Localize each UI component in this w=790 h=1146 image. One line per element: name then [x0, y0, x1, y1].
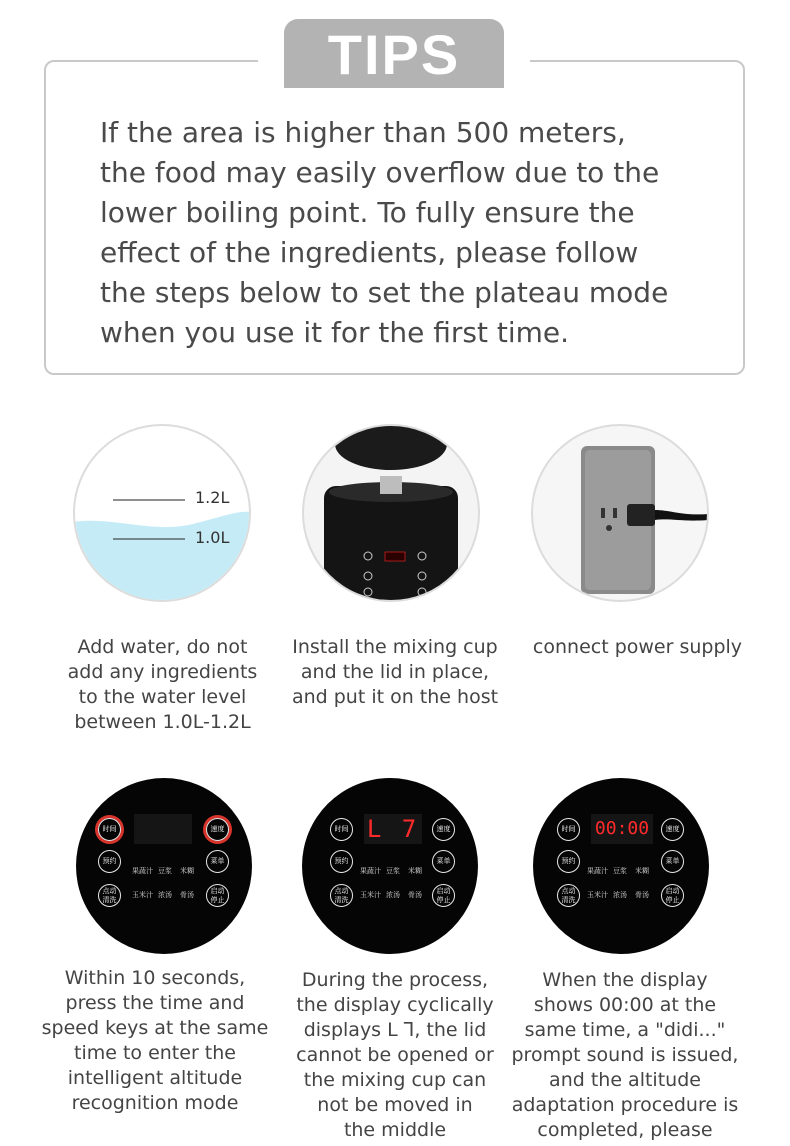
- mode-label: 浓汤: [613, 891, 627, 899]
- menu-key[interactable]: 菜单: [432, 850, 455, 873]
- outlet-plug-graphic: [531, 424, 709, 602]
- blender-base-graphic: [302, 424, 480, 602]
- water-wave-graphic: [73, 424, 251, 602]
- power-outlet-illustration: [531, 424, 709, 602]
- mode-label: 米糊: [180, 867, 194, 875]
- mode-label: 果蔬汁: [587, 867, 608, 875]
- level-low-label: 1.0L: [195, 528, 230, 547]
- step-6-caption: When the display shows 00:00 at the same time, a "didi..." prompt sound is issued, and the altitude adaptation procedure is completed, please: [511, 969, 739, 1141]
- control-panel-step-4: [76, 778, 252, 954]
- tips-text: If the area is higher than 500 meters, the food may easily overflow due to the lower boiling point. To fully ensure the effect of the ingredients, please follow the steps below to set the plateau mode when you use it for the first time.: [100, 116, 669, 349]
- water-level-illustration: [73, 424, 251, 602]
- clean-key[interactable]: 点动 清洗: [330, 884, 353, 907]
- menu-key[interactable]: 菜单: [206, 850, 229, 873]
- mode-label: 玉米汁: [360, 891, 381, 899]
- clean-key[interactable]: 点动 清洗: [98, 884, 121, 907]
- mode-label: 豆浆: [613, 867, 627, 875]
- mode-label: 果蔬汁: [132, 867, 153, 875]
- time-key[interactable]: 时间: [98, 818, 121, 841]
- step-3-caption: connect power supply: [532, 636, 743, 658]
- speed-key[interactable]: 速度: [432, 818, 455, 841]
- display-blank: [134, 814, 192, 844]
- reserve-key[interactable]: 预约: [330, 850, 353, 873]
- control-panel-step-6: [533, 778, 709, 954]
- mode-label: 骨汤: [635, 891, 649, 899]
- reserve-key[interactable]: 预约: [98, 850, 121, 873]
- display-readout: L 7: [364, 814, 422, 844]
- tips-badge: TIPS: [284, 19, 504, 88]
- start-key[interactable]: 启动 停止: [432, 884, 455, 907]
- mode-label: 骨汤: [180, 891, 194, 899]
- time-key[interactable]: 时间: [557, 818, 580, 841]
- reserve-key[interactable]: 预约: [557, 850, 580, 873]
- mode-label: 玉米汁: [132, 891, 153, 899]
- level-high-label: 1.2L: [195, 488, 230, 507]
- start-key[interactable]: 启动 停止: [206, 884, 229, 907]
- control-panel-step-5: [302, 778, 478, 954]
- speed-key[interactable]: 速度: [661, 818, 684, 841]
- clean-key[interactable]: 点动 清洗: [557, 884, 580, 907]
- mode-label: 浓汤: [158, 891, 172, 899]
- mode-label: 果蔬汁: [360, 867, 381, 875]
- mode-label: 浓汤: [386, 891, 400, 899]
- start-key[interactable]: 启动 停止: [661, 884, 684, 907]
- mode-label: 米糊: [635, 867, 649, 875]
- display-readout: 00:00: [591, 814, 653, 844]
- mode-label: 骨汤: [408, 891, 422, 899]
- mode-label: 玉米汁: [587, 891, 608, 899]
- time-key[interactable]: 时间: [330, 818, 353, 841]
- mode-label: 米糊: [408, 867, 422, 875]
- mode-label: 豆浆: [386, 867, 400, 875]
- step-2-caption: Install the mixing cup and the lid in place, and put it on the host: [291, 636, 499, 708]
- machine-install-illustration: [302, 424, 480, 602]
- menu-key[interactable]: 菜单: [661, 850, 684, 873]
- step-1-caption: Add water, do not add any ingredients to the water level between 1.0L-1.2L: [67, 636, 258, 733]
- speed-key[interactable]: 速度: [206, 818, 229, 841]
- mode-label: 豆浆: [158, 867, 172, 875]
- step-4-caption: Within 10 seconds, press the time and speed keys at the same time to enter the intelligent altitude recognition mode: [41, 967, 269, 1114]
- step-5-caption: During the process, the display cyclically displays L ꓶ, the lid cannot be opened or the mixing cup can not be moved in the middle: [296, 969, 494, 1141]
